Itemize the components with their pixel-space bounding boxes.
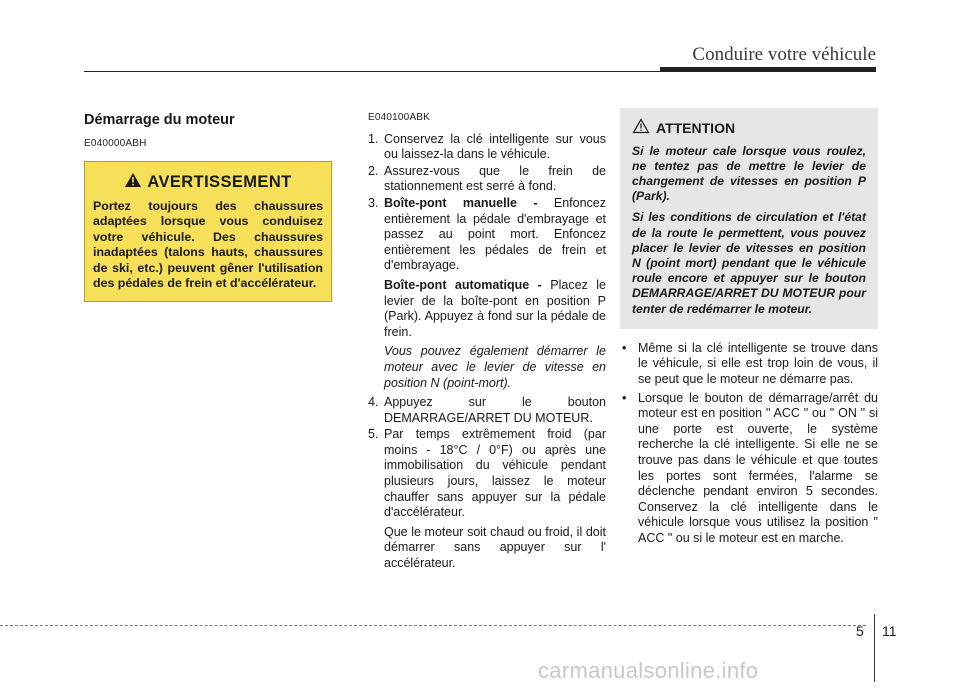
step-number: 3.	[368, 195, 379, 210]
bullet-icon: •	[622, 390, 627, 405]
footer-divider	[874, 614, 875, 682]
step-number: 4.	[368, 395, 379, 410]
list-item	[620, 391, 878, 547]
list-item	[620, 341, 878, 388]
step-text: Par temps extrêmement froid (par moins - 18°C / 0°F) ou après une immobilisation du véhicule pendant plusieurs jours, laissez le moteur chauffer sans appuyer sur la pédale d'accélérateur.	[384, 427, 606, 520]
list-item-text: Lorsque le bouton de démarrage/arrêt du moteur est en position " ACC " ou " ON " si une porte est ouverte, le système recherche la clé intelligente. Si elle ne se trouve pas dans le véhicule et que toutes les portes sont fermées, l'alarme se déclenche pendant environ 5 secondes. Conservez la clé intelligente dans le véhicule lorsque vous utilisez la position " ACC " ou si le moteur est en marche.	[638, 390, 878, 545]
warning-box	[84, 161, 332, 302]
neutral-note: Vous pouvez également démarrer le moteur avec le levier de vitesse en position N (point-mort).	[384, 344, 606, 390]
caution-title: ATTENTION	[656, 119, 736, 136]
auto-label: Boîte-pont automatique -	[384, 277, 542, 292]
caution-triangle-icon	[632, 118, 650, 139]
step-text: Appuyez sur le bouton DEMARRAGE/ARRET DU MOTEUR.	[384, 395, 606, 425]
procedure-code: E040100ABK	[368, 112, 431, 123]
notes-list	[620, 341, 878, 547]
step-number: 5.	[368, 427, 379, 442]
step-5	[368, 427, 606, 521]
middle-column	[368, 108, 606, 572]
step-text: Enfoncez entièrement la pédale d'embrayage et passez au point mort. Enfoncez entièrement les pédales de frein et d'embrayage.	[384, 195, 606, 273]
section-title: Démarrage du moteur	[84, 112, 235, 128]
running-header: Conduire votre véhicule	[692, 44, 876, 65]
watermark: carmanualsonline.info	[538, 658, 759, 683]
step-2	[368, 164, 606, 195]
auto-text: Placez le levier de la boîte-pont en position P (Park). Appuyez à fond sur la pédale de frein.	[384, 277, 606, 339]
step-3	[368, 196, 606, 274]
step-text: Conservez la clé intelligente sur vous ou laissez-la dans le véhicule.	[384, 131, 606, 162]
step-label: Boîte-pont manuelle -	[384, 195, 538, 210]
bullet-icon: •	[622, 340, 627, 355]
warning-triangle-icon	[124, 172, 142, 193]
automatic-transmission-paragraph	[368, 278, 606, 340]
caution-box	[620, 108, 878, 329]
step-1	[368, 132, 606, 163]
left-column	[84, 108, 332, 302]
step-text: Assurez-vous que le frein de stationnement est serré à fond.	[384, 163, 606, 194]
step-number: 2.	[368, 163, 379, 178]
footer-rule	[0, 625, 866, 626]
warning-title: AVERTISSEMENT	[147, 173, 292, 191]
warning-text: Portez toujours des chaussures adaptées lorsque vous conduisez votre véhicule. Des chaussures inadaptées (talons hauts, chaussures de ski, etc.) peuvent gêner l'utilisation des pédales de frein et d'accélérateur.	[93, 199, 323, 291]
step-4	[368, 395, 606, 426]
list-item-text: Même si la clé intelligente se trouve dans le véhicule, si elle est trop loin de vous, il se peut que le moteur ne démarre pas.	[638, 340, 878, 387]
caution-paragraph-1: Si le moteur cale lorsque vous roulez, ne tentez pas de mettre le levier de changement de vitesses en position P (Park).	[632, 143, 866, 204]
right-column	[620, 108, 878, 550]
header-rule-bold	[660, 67, 876, 72]
section-code: E040000ABH	[84, 138, 147, 149]
step-number: 1.	[368, 131, 379, 146]
caution-paragraph-2: Si les conditions de circulation et l'état de la route le permettent, vous pouvez placer le levier de vitesses en position N (point mort) pendant que le véhicule roule encore et appuyer sur le bouton DEMARRAGE/ARRET DU MOTEUR pour tenter de redémarrer le moteur.	[632, 210, 866, 316]
step-body	[384, 196, 606, 274]
cold-start-note: Que le moteur soit chaud ou froid, il doit démarrer sans appuyer sur l' accélérateur.	[384, 524, 606, 571]
warning-header	[93, 172, 323, 193]
caution-header	[632, 118, 866, 139]
chapter-number: 5	[856, 623, 864, 639]
page-number: 11	[882, 623, 897, 639]
